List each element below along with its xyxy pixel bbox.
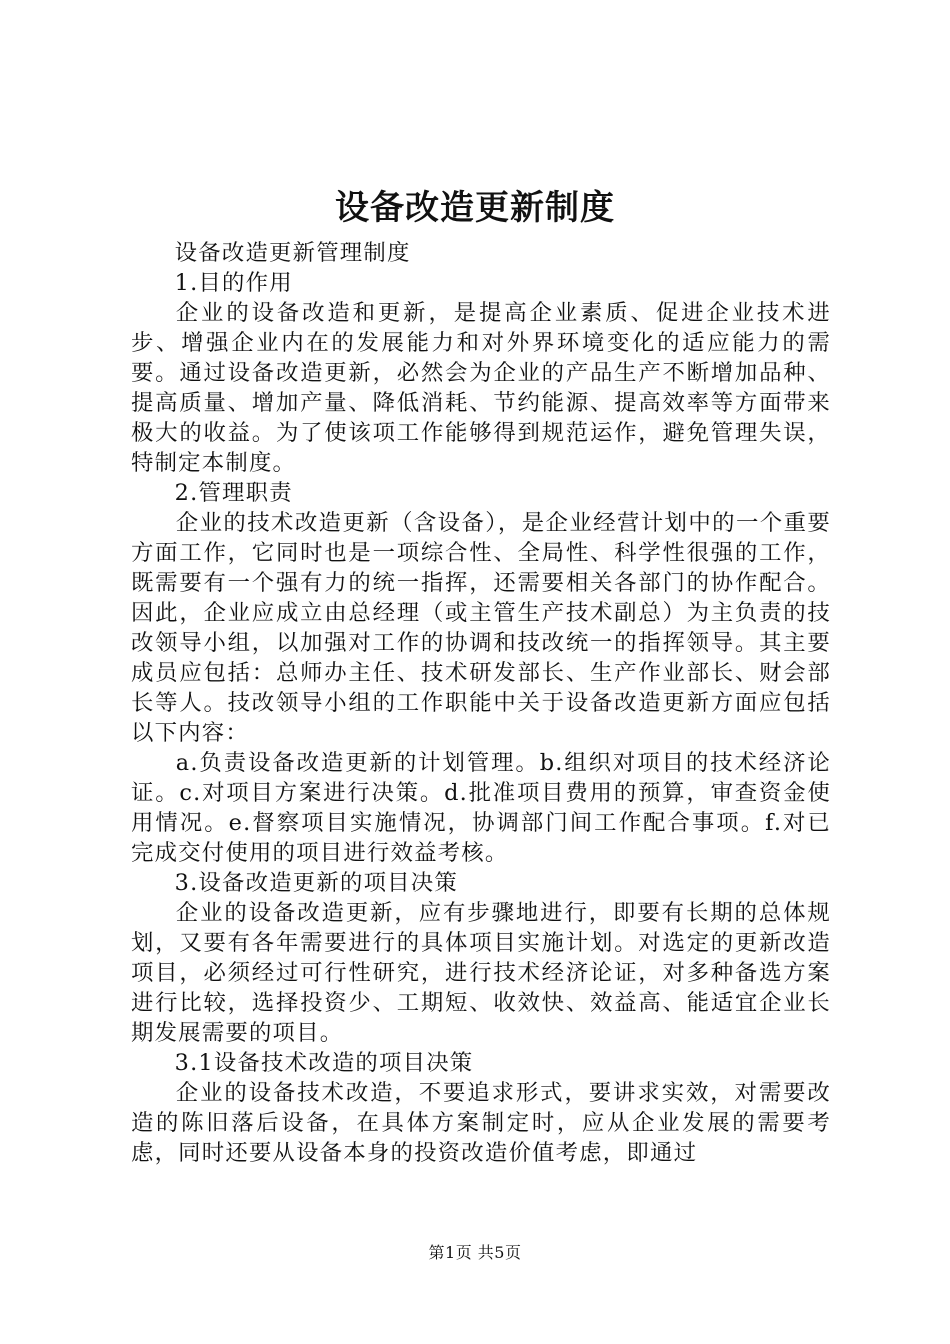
body-paragraph: 企业的设备改造更新，应有步骤地进行，即要有长期的总体规划，又要有各年需要进行的具体项目实施计划。对选定的更新改造项目，必须经过可行性研究，进行技术经济论证，对多种备选方案进行比较，选择投资少、工期短、收效快、效益高、能适宜企业长期发展需要的项目。 xyxy=(131,900,831,1046)
section-heading: 3.设备改造更新的项目决策 xyxy=(174,870,458,896)
document-body xyxy=(131,238,831,1168)
page-footer: 第1页 共5页 xyxy=(428,1243,522,1262)
section-heading: 2.管理职责 xyxy=(174,480,293,506)
body-paragraph: a.负责设备改造更新的计划管理。b.组织对项目的技术经济论证。c.对项目方案进行决策。d.批准项目费用的预算，审查资金使用情况。e.督察项目实施情况，协调部门间工作配合事项。f.对已完成交付使用的项目进行效益考核。 xyxy=(131,750,831,866)
section-heading: 1.目的作用 xyxy=(174,270,293,296)
document-title: 设备改造更新制度 xyxy=(335,188,615,228)
document-subtitle: 设备改造更新管理制度 xyxy=(174,240,411,266)
body-paragraph: 企业的技术改造更新（含设备），是企业经营计划中的一个重要方面工作，它同时也是一项综合性、全局性、科学性很强的工作，既需要有一个强有力的统一指挥，还需要相关各部门的协作配合。因此，企业应成立由总经理（或主管生产技术副总）为主负责的技改领导小组，以加强对工作的协调和技改统一的指挥领导。其主要成员应包括：总师办主任、技术研发部长、生产作业部长、财会部长等人。技改领导小组的工作职能中关于设备改造更新方面应包括以下内容： xyxy=(131,510,831,746)
body-paragraph: 企业的设备改造和更新，是提高企业素质、促进企业技术进步、增强企业内在的发展能力和对外界环境变化的适应能力的需要。通过设备改造更新，必然会为企业的产品生产不断增加品种、提高质量、增加产量、降低消耗、节约能源、提高效率等方面带来极大的收益。为了使该项工作能够得到规范运作，避免管理失误，特制定本制度。 xyxy=(131,300,831,476)
section-heading: 3.1设备技术改造的项目决策 xyxy=(174,1050,474,1076)
body-paragraph: 企业的设备技术改造，不要追求形式，要讲求实效，对需要改造的陈旧落后设备，在具体方案制定时，应从企业发展的需要考虑，同时还要从设备本身的投资改造价值考虑，即通过 xyxy=(131,1080,831,1166)
